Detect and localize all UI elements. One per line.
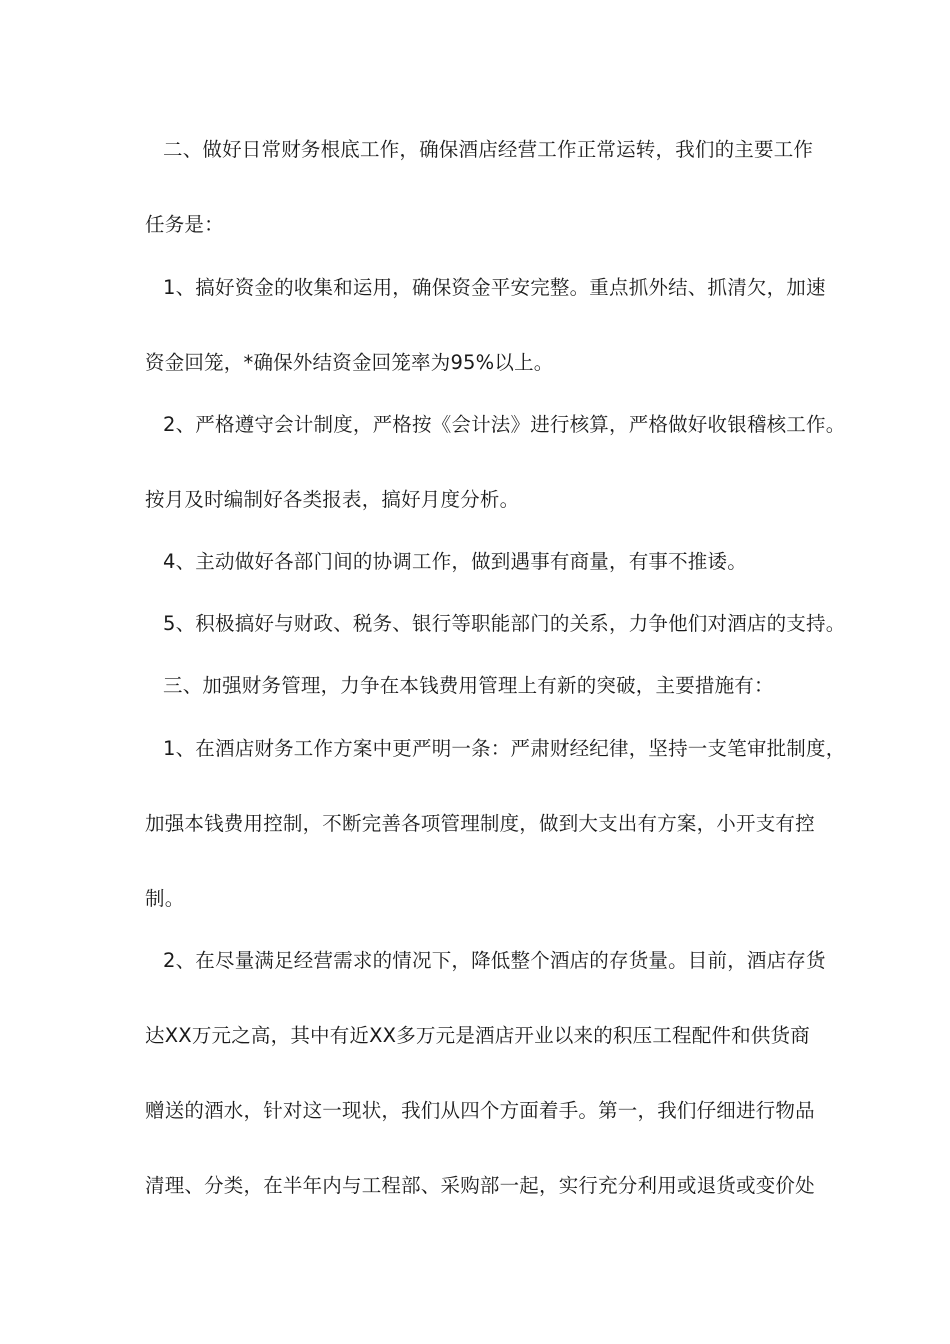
- paragraph-line: 二、做好日常财务根底工作，确保酒店经营工作正常运转，我们的主要工作: [163, 138, 814, 161]
- paragraph-line: 清理、分类，在半年内与工程部、采购部一起，实行充分利用或退货或变价处: [145, 1174, 815, 1197]
- paragraph-line: 4、主动做好各部门间的协调工作，做到遇事有商量，有事不推诿。: [163, 550, 747, 573]
- paragraph-line: 达XX万元之高，其中有近XX多万元是酒店开业以来的积压工程配件和供货商: [145, 1024, 810, 1047]
- paragraph-line: 资金回笼，*确保外结资金回笼率为95%以上。: [145, 351, 554, 374]
- paragraph-line: 加强本钱费用控制，不断完善各项管理制度，做到大支出有方案，小开支有控: [145, 812, 815, 835]
- paragraph-line: 制。: [145, 887, 185, 910]
- paragraph-line: 2、在尽量满足经营需求的情况下，降低整个酒店的存货量。目前，酒店存货: [163, 949, 826, 972]
- paragraph-line: 5、积极搞好与财政、税务、银行等职能部门的关系，力争他们对酒店的支持。: [163, 612, 846, 635]
- paragraph-line: 三、加强财务管理，力争在本钱费用管理上有新的突破，主要措施有：: [163, 674, 774, 697]
- paragraph-line: 赠送的酒水，针对这一现状，我们从四个方面着手。第一，我们仔细进行物品: [145, 1099, 815, 1122]
- paragraph-line: 任务是：: [145, 213, 224, 236]
- paragraph-line: 1、在酒店财务工作方案中更严明一条：严肃财经纪律，坚持一支笔审批制度，: [163, 737, 846, 760]
- paragraph-line: 2、严格遵守会计制度，严格按《会计法》进行核算，严格做好收银稽核工作。: [163, 413, 846, 436]
- paragraph-line: 1、搞好资金的收集和运用，确保资金平安完整。重点抓外结、抓清欠，加速: [163, 276, 826, 299]
- paragraph-line: 按月及时编制好各类报表，搞好月度分析。: [145, 488, 520, 511]
